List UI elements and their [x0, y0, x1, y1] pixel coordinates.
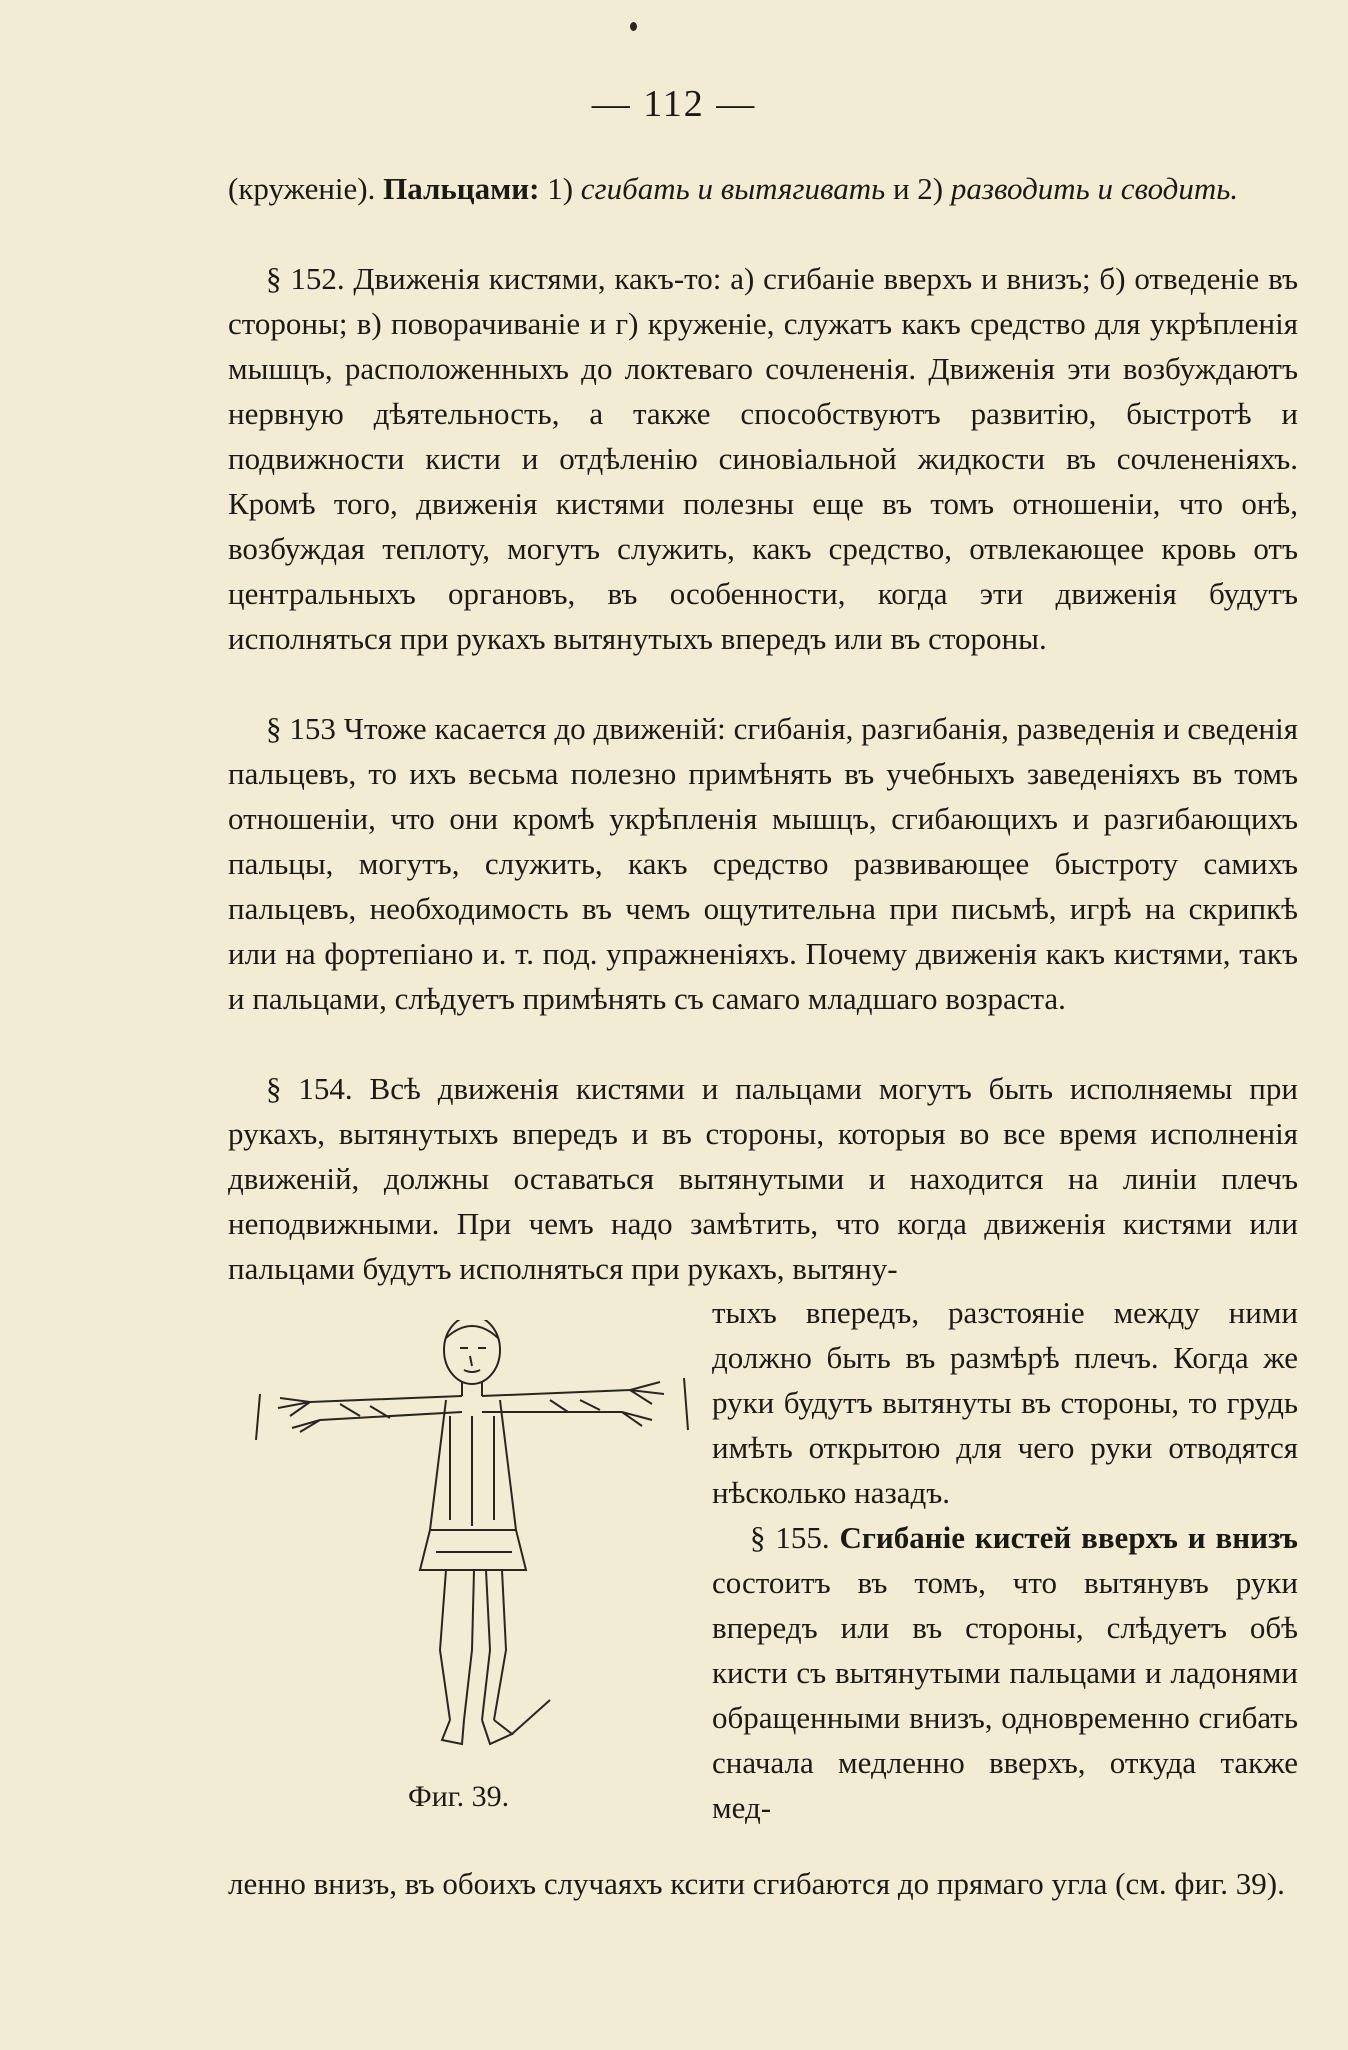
intro-text-3: и 2): [885, 171, 951, 206]
intro-paragraph: [228, 166, 1298, 211]
action-spread-close: разводить и сводить.: [950, 171, 1239, 206]
section-152-text: § 152. Движенія кистями, какъ-то: а) сгибаніе вверхъ и внизъ; б) отведеніе въ стороны; в) поворачиваніе и г) круженіе, служатъ какъ средство для укрѣпленія мышцъ, расположенныхъ до локтеваго сочлененія. Движенія эти возбуждаютъ нервную дѣятельность, а также способствуютъ развитію, быстротѣ и подвижности кисти и отдѣленію синовіальной жидкости въ сочлененіяхъ. Кромѣ того, движенія кистями полезны еще въ томъ отношеніи, что онѣ, возбуждая теплоту, могутъ служить, какъ средство, отвлекающее кровь отъ центральныхъ органовъ, въ особенности, когда эти движенія будутъ исполняться при рукахъ вытянутыхъ впередъ или въ стороны.: [228, 261, 1298, 656]
fingers-label: Пальцами:: [383, 171, 540, 206]
section-154-continuation: тыхъ впередъ, разстояніе между ними должно быть въ размѣрѣ плечъ. Когда же руки будутъ вытянуты въ стороны, то грудь имѣть открытою для чего руки отводятся нѣсколько назадъ.: [712, 1295, 1298, 1510]
page-number: — 112 —: [591, 83, 757, 125]
section-154-text: § 154. Всѣ движенія кистями и пальцами могутъ быть исполняемы при рукахъ, вытянутыхъ впередъ и въ стороны, которыя во все время исполненія движеній, должны оставаться вытянутыми и находится на линіи плечъ неподвижными. При чемъ надо замѣтить, что когда движенія кистями или пальцами будутъ исполняться при рукахъ, вытяну-: [228, 1071, 1298, 1286]
closing-paragraph: [228, 1830, 1298, 1937]
section-152: [228, 256, 1298, 661]
closing-text: ленно внизъ, въ обоихъ случаяхъ ксити сгибаются до прямаго угла (см. фиг. 39).: [228, 1866, 1285, 1901]
action-flex-extend: сгибать и вытягивать: [580, 171, 886, 206]
ink-speck: [630, 22, 637, 31]
section-155: [712, 1515, 1298, 1830]
section-153-text: § 153 Чтоже касается до движеній: сгибанія, разгибанія, разведенія и сведенія пальцевъ, то ихъ весьма полезно примѣнять въ учебныхъ заведеніяхъ въ томъ отношеніи, что они кромѣ укрѣпленія мышцъ, сгибающихъ и разгибающихъ пальцы, могутъ, служить, какъ средство развивающее быстроту самихъ пальцевъ, необходимость въ чемъ ощутительна при письмѣ, игрѣ на скрипкѣ или на фортепіано и. т. под. упражненіяхъ. Почему движенія какъ кистями, такъ и пальцами, слѣдуетъ примѣнять съ самаго младшаго возраста.: [228, 711, 1298, 1016]
figure-39-illustration: [250, 1320, 690, 1780]
standing-figure-arms-out-drawing: [250, 1320, 690, 1760]
section-155-title: Сгибаніе кистей вверхъ и внизъ: [839, 1520, 1298, 1555]
figure-caption: Фиг. 39.: [408, 1780, 510, 1813]
section-155-body: состоитъ въ томъ, что вытянувъ руки впередъ или въ стороны, слѣдуетъ обѣ кисти съ вытянутыми пальцами и ладонями обращенными внизъ, одновременно сгибать сначала медленно вверхъ, откуда также мед-: [712, 1565, 1298, 1825]
section-154: [228, 1066, 1298, 1291]
intro-text-1: (круженіе).: [228, 171, 384, 206]
section-155-number: § 155.: [750, 1520, 840, 1555]
intro-text-2: 1): [539, 171, 581, 206]
section-153: [228, 706, 1298, 1021]
wrapped-text-column: [712, 1290, 1298, 1830]
